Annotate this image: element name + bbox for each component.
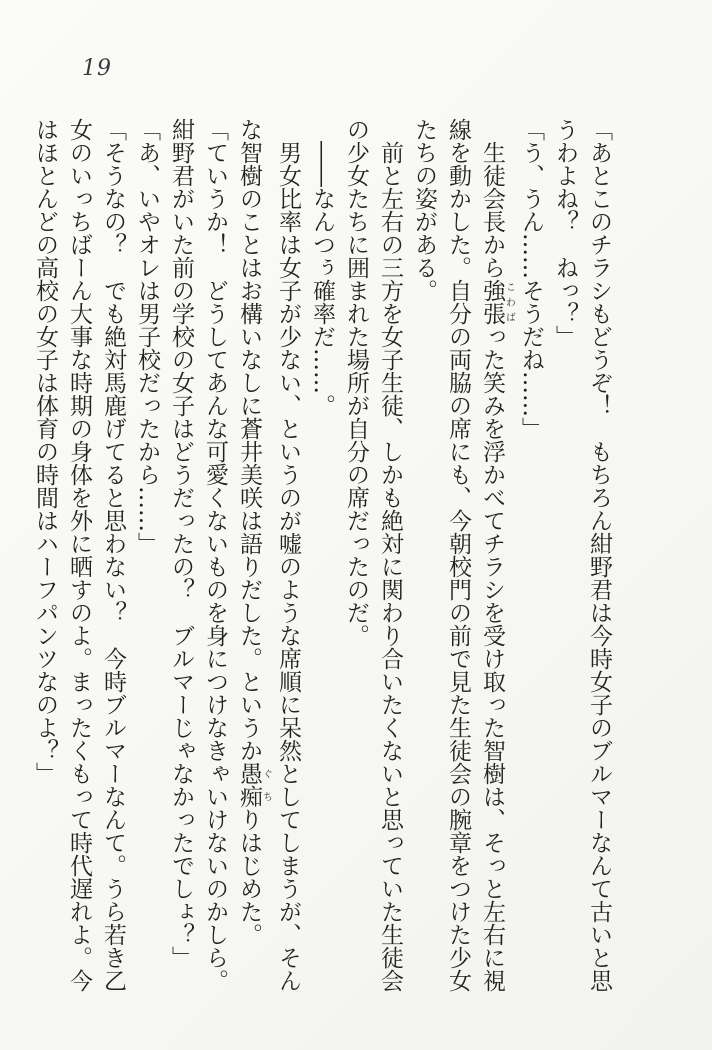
text-line: 女のいっちばーん大事な時期の身体を外に晒すのよ。まったくもって時代遅れよ。今 (66, 118, 92, 992)
text-line: 男女比率は女子が少ない、というのが嘘のような席順に呆然としてしまうが、そん (275, 118, 301, 992)
text-line: 「ていうか！ どうしてあんな可愛くないものを身につけなきゃいけないのかしら。 (202, 118, 228, 992)
text-line: 前と左右の三方を女子生徒、しかも絶対に関わり合いたくないと思っていた生徒会 (377, 118, 403, 992)
page-number: 19 (82, 56, 112, 81)
text-line: 紺野君がいた前の学校の女子はどうだったの？ ブルマーじゃなかったでしょ？」 (168, 118, 194, 969)
text-line: うわよね？ ねっ？」 (552, 118, 578, 348)
text-line: 生徒会長から強張こわばった笑みを浮かべてチラシを受け取った智樹は、そっと左右に視 (479, 118, 515, 992)
text-line: はほとんどの高校の女子は体育の時間はハーフパンツなのよ？」 (32, 118, 58, 785)
text-line: 「あ、いやオレは男子校だったから……」 (134, 118, 160, 555)
text-line: 線を動かした。自分の両脇の席にも、今朝校門の前で見た生徒会の腕章をつけた少女 (445, 118, 471, 992)
vertical-text-block (28, 118, 616, 1010)
text-line: な智樹のことはお構いなしに蒼井美咲は語りだした。というか愚痴ぐちりはじめた。 (236, 118, 272, 946)
text-line: 「そうなの？ でも絶対馬鹿げてると思わない？ 今時ブルマーなんて。うら若き乙 (100, 118, 126, 992)
text-line: 「う、うん……そうだね……」 (518, 118, 544, 440)
ruby-annotated-word: 愚痴ぐち (236, 762, 272, 808)
text-line: たちの姿がある。 (411, 118, 437, 302)
ruby-annotated-word: 強張こわば (479, 279, 515, 325)
text-line: の少女たちに囲まれた場所が自分の席だったのだ。 (343, 118, 369, 647)
text-line: 「あとこのチラシもどうぞ！ もちろん紺野君は今時女子のブルマーなんて古いと思 (586, 118, 612, 992)
text-line: ――なんつぅ確率だ……。 (309, 118, 335, 417)
